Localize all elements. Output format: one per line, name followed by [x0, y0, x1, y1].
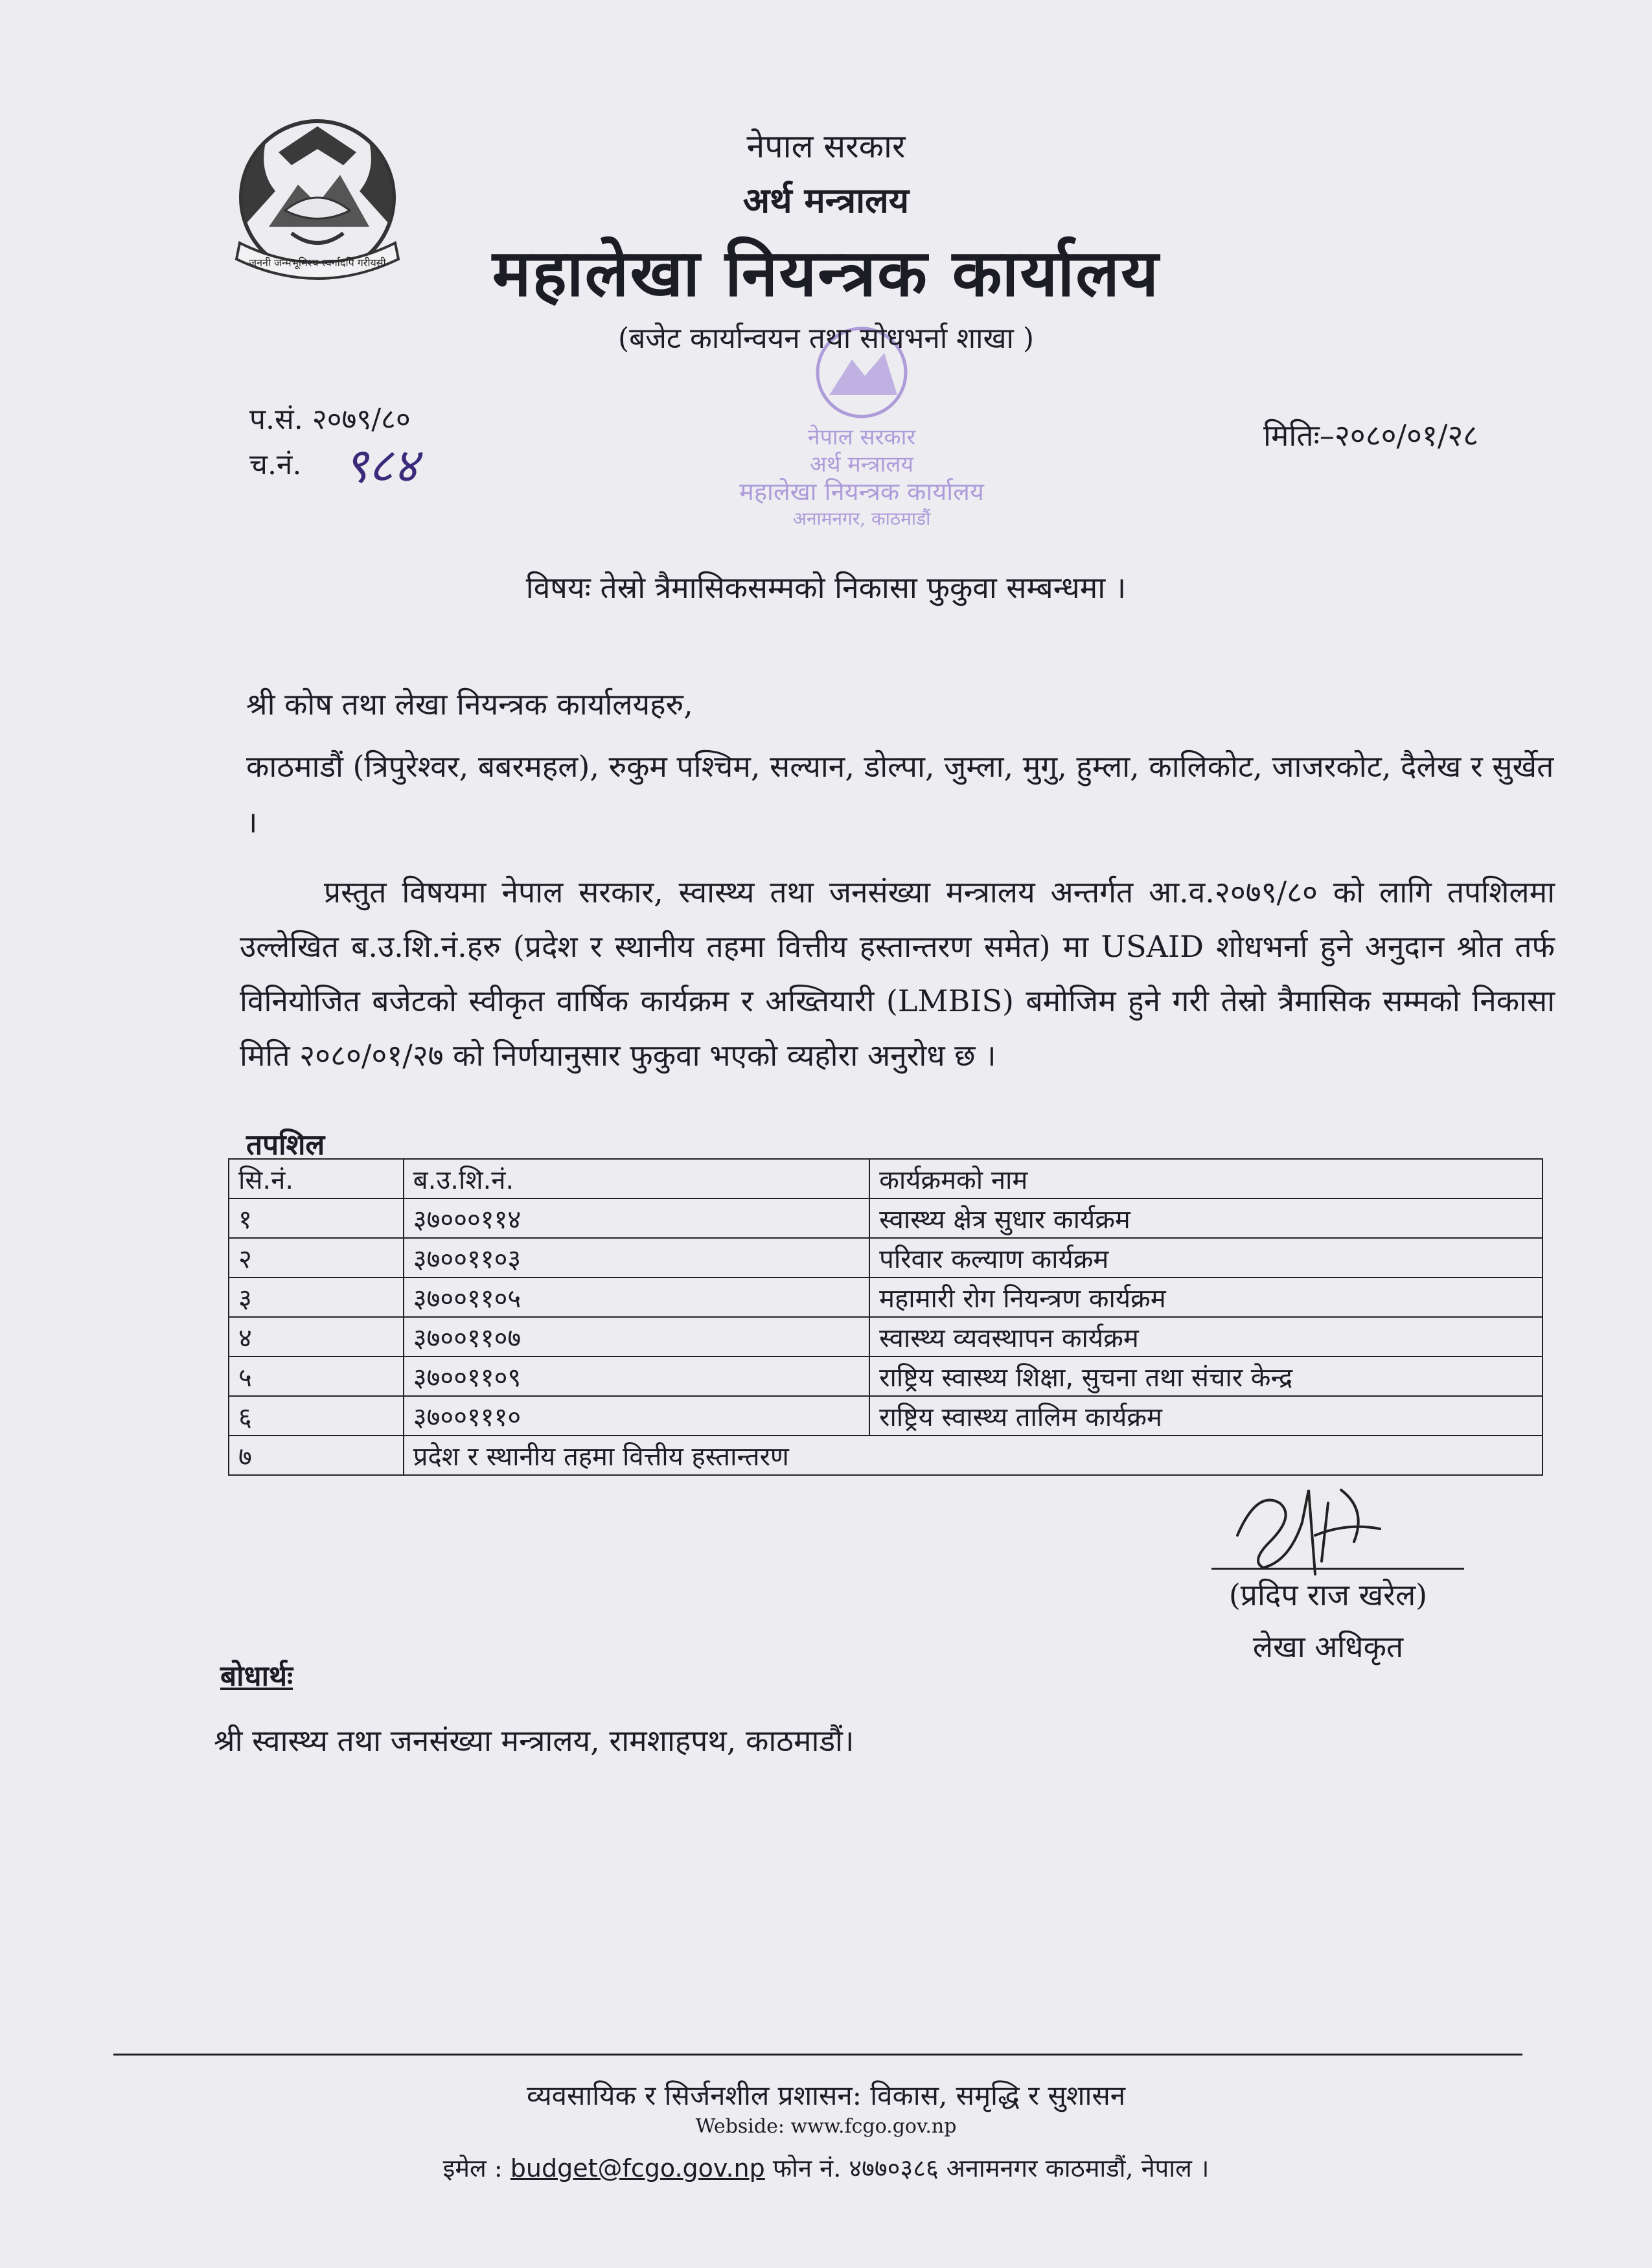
table-row — [229, 1357, 1543, 1396]
cell-budget-code: ३७००११०३ — [404, 1238, 869, 1277]
phone-address: फोन नं. ४७७०३८६ अनामनगर काठमाडौं, नेपाल । — [772, 2154, 1210, 2182]
table-row — [229, 1317, 1543, 1357]
subject-line: विषयः तेस्रो त्रैमासिकसम्मको निकासा फुकुवा सम्बन्धमा । — [525, 570, 1127, 605]
table-row — [229, 1238, 1543, 1277]
cell-sn: ३ — [229, 1277, 404, 1317]
cell-budget-code: ३७००१११० — [404, 1396, 869, 1436]
addressee-line-1: श्री कोष तथा लेखा नियन्त्रक कार्यालयहरु, — [246, 687, 693, 722]
cell-programme-name: स्वास्थ्य व्यवस्थापन कार्यक्रम — [869, 1317, 1543, 1357]
cell-sn: ४ — [229, 1317, 404, 1357]
office-stamp — [726, 324, 998, 570]
cell-programme-name: महामारी रोग नियन्त्रण कार्यक्रम — [869, 1277, 1543, 1317]
table-row — [229, 1277, 1543, 1317]
signature-line — [1211, 1568, 1464, 1570]
stamp-line-3: महालेखा नियन्त्रक कार्यालय — [739, 477, 984, 506]
header-sn: सि.नं. — [229, 1159, 404, 1198]
footer-contact — [0, 2151, 1652, 2184]
cell-budget-code: ३७००११०५ — [404, 1277, 869, 1317]
email-link[interactable]: budget@fcgo.gov.np — [510, 2154, 765, 2182]
office-name: महालेखा नियन्त्रक कार्यालय — [492, 235, 1160, 311]
addressee-line-2: काठमाडौं (त्रिपुरेश्वर, बबरमहल), रुकुम पश्चिम, सल्यान, डोल्पा, जुम्ला, मुगु, हुम्ला, कालिकोट, जाजरकोट, दैलेख र सुर्खेत । — [246, 749, 1554, 840]
cell-programme-name: राष्ट्रिय स्वास्थ्य शिक्षा, सुचना तथा संचार केन्द्र — [869, 1357, 1543, 1396]
stamp-line-1: नेपाल सरकार — [807, 424, 916, 450]
handwritten-signature — [1218, 1464, 1399, 1581]
cell-sn: २ — [229, 1238, 404, 1277]
cc-label: बोधार्थः — [220, 1660, 293, 1693]
cell-programme-name: राष्ट्रिय स्वास्थ्य तालिम कार्यक्रम — [869, 1396, 1543, 1436]
branch-name: (बजेट कार्यान्वयन तथा सोधभर्ना शाखा ) — [617, 322, 1035, 355]
signer-name: (प्रदिप राज खरेल) — [1228, 1577, 1428, 1612]
signer-title: लेखा अधिकृत — [1252, 1629, 1404, 1664]
body-paragraph: प्रस्तुत विषयमा नेपाल सरकार, स्वास्थ्य तथा जनसंख्या मन्त्रालय अन्तर्गत आ.व.२०७९/८० को लागि तपशिलमा उल्लेखित ब.उ.शि.नं.हरु (प्रदेश र स्थानीय तहमा वित्तीय हस्तान्तरण समेत) मा USAID शोधभर्ना हुने अनुदान श्रोत तर्फ विनियोजित बजेटको स्वीकृत वार्षिक कार्यक्रम र अख्तियारी (LMBIS) बमोजिम हुने गरी तेस्रो त्रैमासिक सम्मको निकासा मिति २०८०/०१/२७ को निर्णयानुसार फुकुवा भएको व्यहोरा अनुरोध छ । — [240, 875, 1555, 1073]
cell-sn: ६ — [229, 1396, 404, 1436]
government-name: नेपाल सरकार — [746, 128, 906, 165]
cell-sn: १ — [229, 1198, 404, 1238]
stamp-line-2: अर्थ मन्त्रालय — [809, 452, 914, 477]
table-header-row — [229, 1159, 1543, 1198]
table-label: तपशिल — [246, 1128, 325, 1162]
cell-budget-code: ३७००११०९ — [404, 1357, 869, 1396]
programme-table — [228, 1158, 1543, 1476]
stamp-line-4: अनामनगर, काठमाडौं — [792, 508, 931, 529]
ministry-name: अर्थ मन्त्रालय — [742, 179, 910, 221]
table-row — [229, 1396, 1543, 1436]
cell-budget-code: ३७०००११४ — [404, 1198, 869, 1238]
reference-chn-label: च.नं. — [249, 448, 302, 481]
reference-ps: प.सं. २०७९/८० — [249, 403, 411, 436]
header-programme-name: कार्यक्रमको नाम — [869, 1159, 1543, 1198]
cell-programme-name: स्वास्थ्य क्षेत्र सुधार कार्यक्रम — [869, 1198, 1543, 1238]
cc-line: श्री स्वास्थ्य तथा जनसंख्या मन्त्रालय, रामशाहपथ, काठमाडौं। — [214, 1723, 855, 1758]
footer-divider — [113, 2054, 1522, 2056]
cell-sn: ५ — [229, 1357, 404, 1396]
email-label: इमेल : — [442, 2154, 503, 2182]
reference-chn-value: ९८४ — [343, 438, 419, 494]
cell-budget-code: ३७००११०७ — [404, 1317, 869, 1357]
cell-programme-name: प्रदेश र स्थानीय तहमा वित्तीय हस्तान्तरण — [404, 1436, 1543, 1475]
header-budget-code: ब.उ.शि.नं. — [404, 1159, 869, 1198]
emblem-ribbon-text: जननी जन्मभूमिश्च स्वर्गादपि गरीयसी — [249, 257, 386, 269]
footer-motto: व्यवसायिक र सिर्जनशील प्रशासन: विकास, समृद्धि र सुशासन — [526, 2079, 1126, 2111]
cell-programme-name: परिवार कल्याण कार्यक्रम — [869, 1238, 1543, 1277]
letter-date: मितिः–२०८०/०१/२८ — [1263, 418, 1479, 453]
table-row — [229, 1198, 1543, 1238]
cell-sn: ७ — [229, 1436, 404, 1475]
footer-website: Webside: www.fcgo.gov.np — [695, 2115, 957, 2138]
